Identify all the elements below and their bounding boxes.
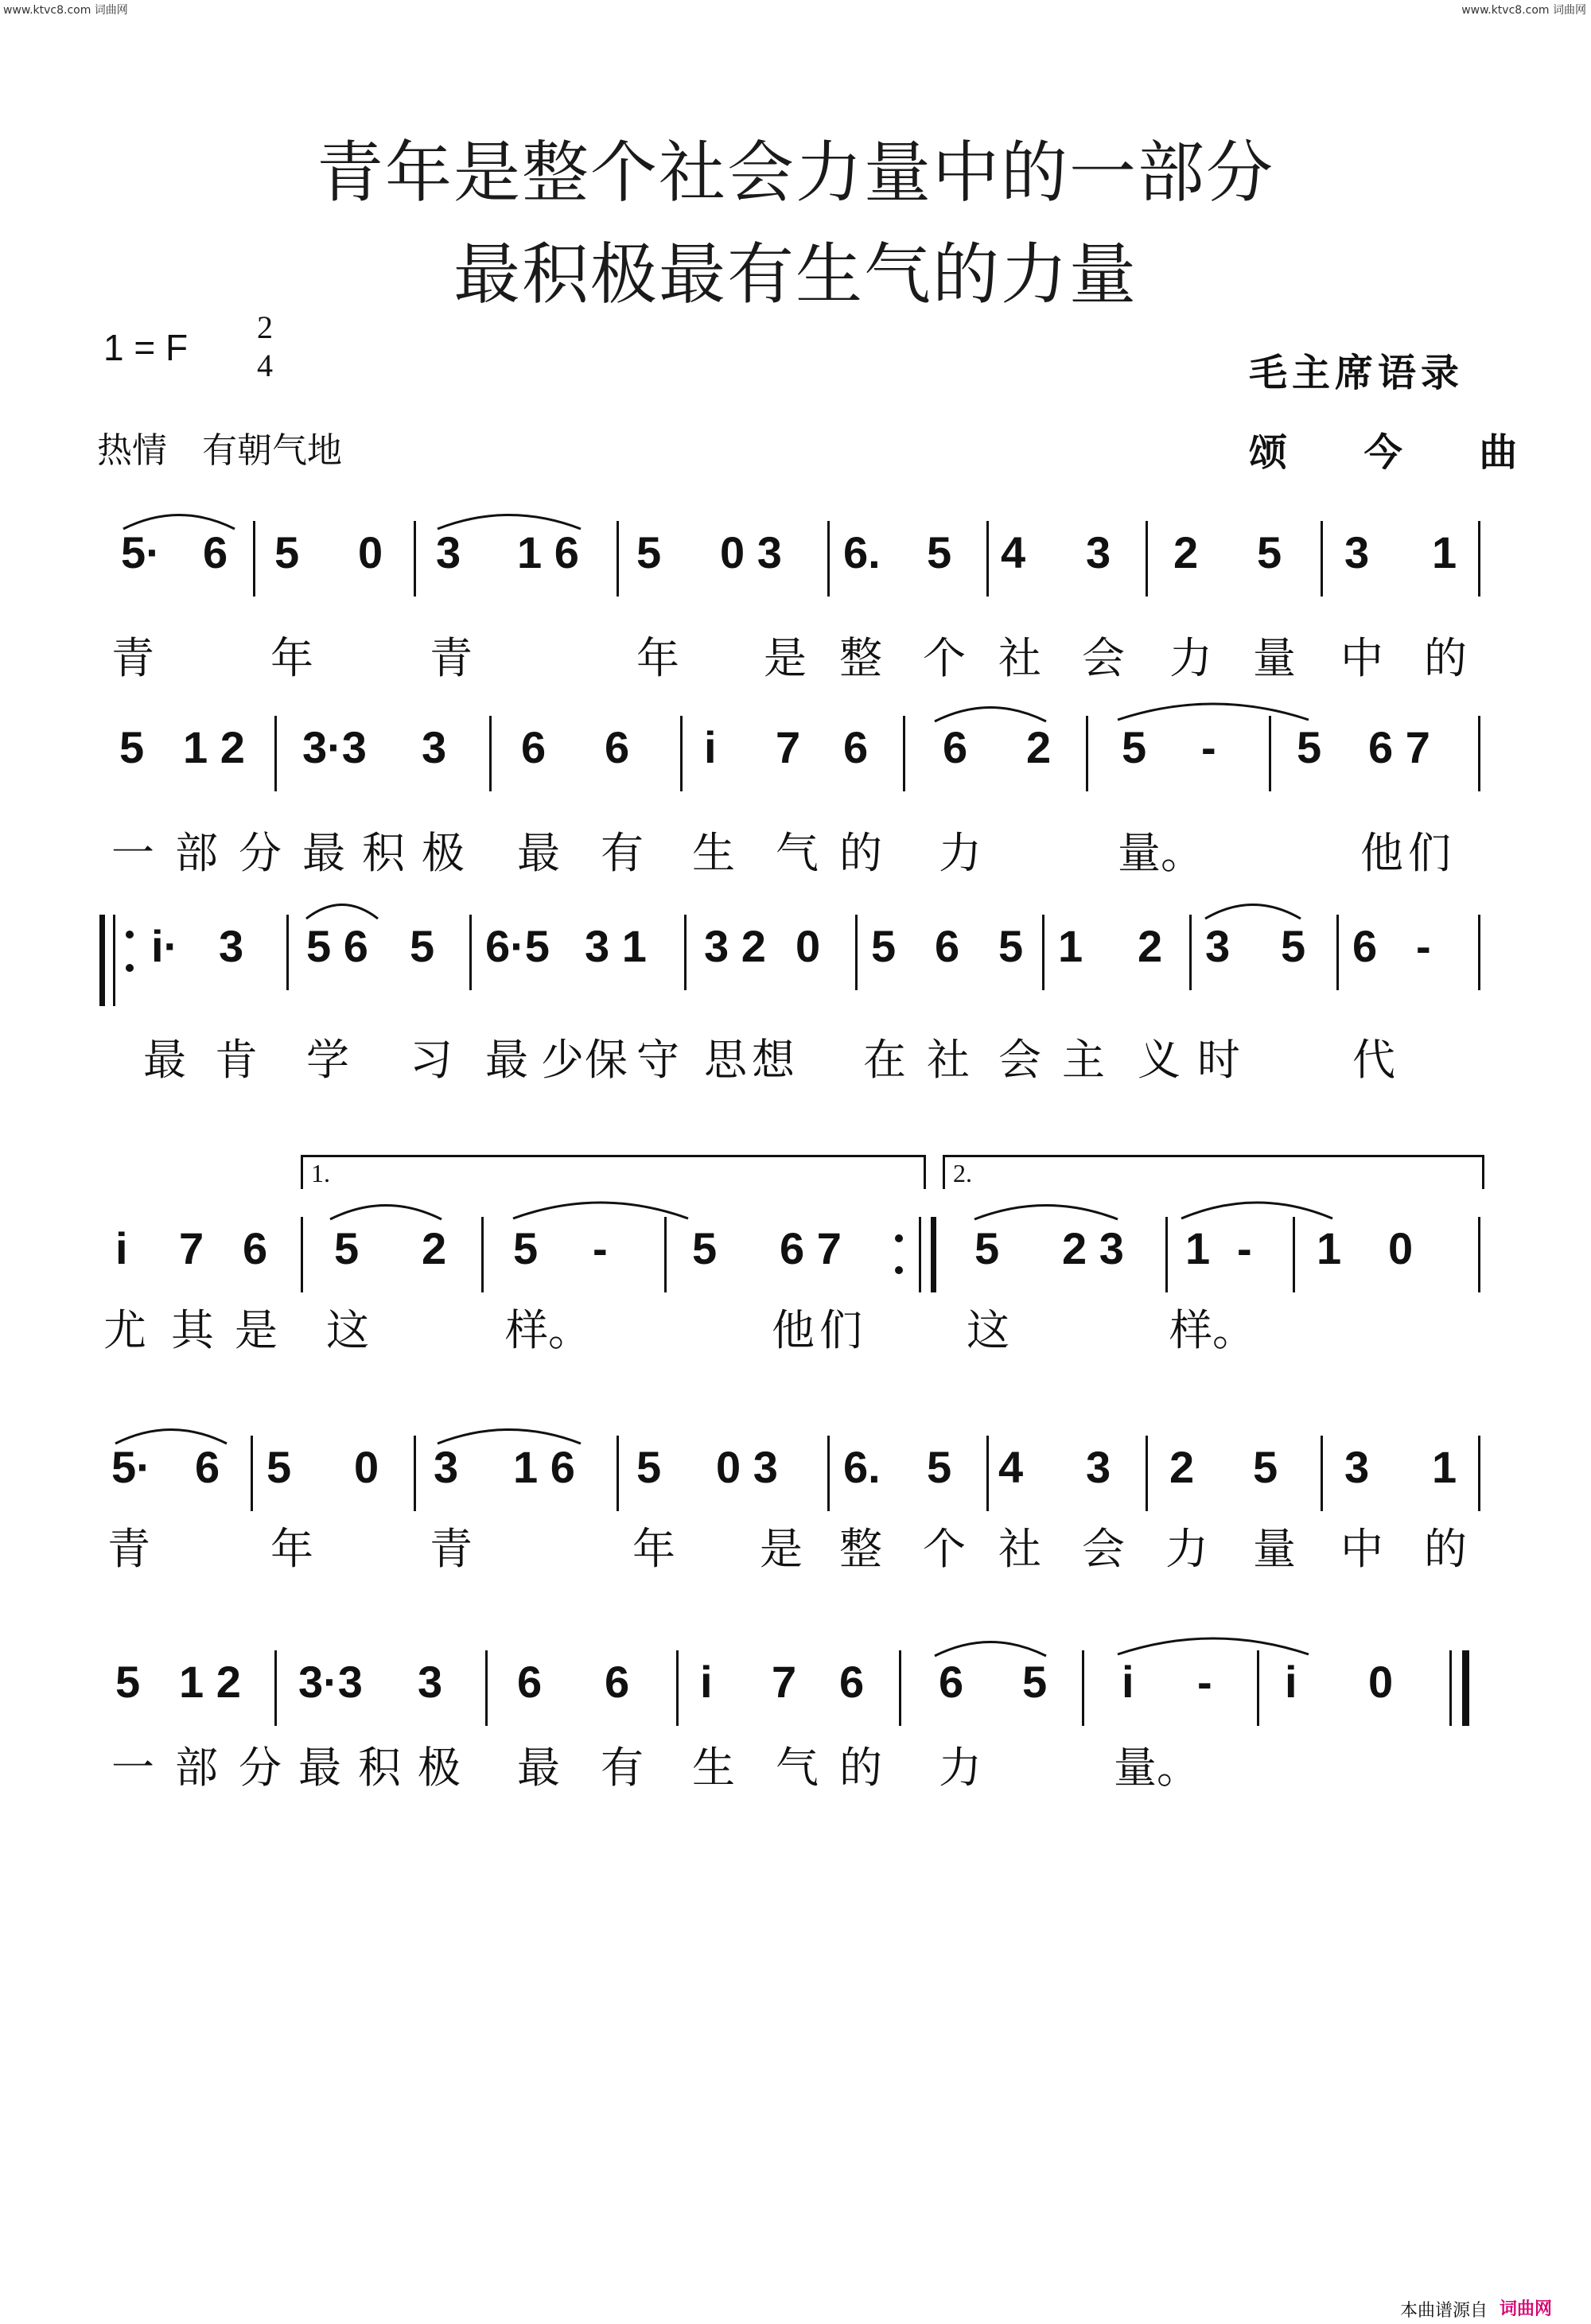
- note: -: [1237, 1223, 1252, 1273]
- lyric-syllable: 青: [430, 1524, 473, 1574]
- bar-line: [1146, 1436, 1148, 1511]
- note: 3: [418, 1657, 443, 1707]
- bar-line: [676, 1650, 679, 1726]
- lyric-syllable: 想: [752, 1035, 795, 1085]
- note: 5·: [121, 527, 161, 577]
- lyric-syllable: 学: [306, 1035, 349, 1085]
- lyric-syllable: 气: [776, 1743, 819, 1793]
- note: 6 7: [780, 1223, 842, 1273]
- slur: [302, 899, 382, 923]
- note: 5: [119, 722, 145, 772]
- note: 5: [636, 527, 662, 577]
- bar-line: [1478, 915, 1480, 990]
- tie: [509, 1195, 692, 1222]
- note: 2: [1173, 527, 1199, 577]
- note: 3: [1086, 527, 1111, 577]
- slur: [434, 509, 585, 533]
- note: 6·5: [485, 921, 550, 971]
- bar-line: [414, 521, 416, 597]
- bar-line: [1293, 1217, 1295, 1292]
- note: 5: [927, 527, 952, 577]
- credit-music: 颂 今 曲: [1249, 430, 1550, 475]
- bar-line: [469, 915, 472, 990]
- lyric-syllable: 会: [1082, 1524, 1125, 1574]
- lyric-syllable: 量: [1253, 1524, 1296, 1574]
- note: 6.: [843, 527, 881, 577]
- note: 6: [935, 921, 960, 971]
- note: 6: [517, 1657, 543, 1707]
- lyric-syllable: 中: [1340, 1524, 1383, 1574]
- bar-line: [481, 1217, 484, 1292]
- note: -: [1201, 722, 1216, 772]
- note: -: [593, 1223, 608, 1273]
- volta-1: 1.: [301, 1155, 926, 1189]
- lyric-syllable: 个: [923, 1524, 966, 1574]
- repeat-bar-thin: [919, 1217, 921, 1292]
- lyric-syllable: 这: [967, 1305, 1009, 1355]
- lyric-syllable: 最: [517, 828, 560, 878]
- slur: [111, 1424, 231, 1448]
- bar-line: [1257, 1650, 1259, 1726]
- note: 4: [1001, 527, 1026, 577]
- note: 1: [1432, 527, 1457, 577]
- final-bar-thin: [1449, 1650, 1452, 1726]
- note: 5: [513, 1223, 539, 1273]
- note: 1: [1317, 1223, 1342, 1273]
- volta-2: 2.: [943, 1155, 1484, 1189]
- lyric-syllable: 的: [1424, 633, 1467, 683]
- note: 2: [422, 1223, 447, 1273]
- note: -: [1197, 1657, 1212, 1707]
- note: 5: [998, 921, 1024, 971]
- note: 2: [1169, 1442, 1195, 1492]
- lyric-syllable: 力: [939, 1743, 982, 1793]
- lyric-syllable: 一: [111, 828, 154, 878]
- note: 1: [1058, 921, 1083, 971]
- note: i·: [151, 921, 179, 971]
- note: 0: [354, 1442, 379, 1492]
- lyric-syllable: 青: [111, 633, 154, 683]
- bar-line: [986, 521, 989, 597]
- lyric-syllable: 代: [1352, 1035, 1395, 1085]
- lyric-syllable: 的: [839, 828, 882, 878]
- note: 3: [1344, 527, 1370, 577]
- bar-line: [1478, 521, 1480, 597]
- slur: [931, 1636, 1050, 1660]
- footer-source-text: 本曲谱源自: [1400, 2301, 1488, 2321]
- note: 3: [1086, 1442, 1111, 1492]
- note: 6: [243, 1223, 268, 1273]
- lyric-syllable: 最: [302, 828, 345, 878]
- lyric-syllable: 有: [601, 828, 644, 878]
- lyric-syllable: 年: [270, 1524, 313, 1574]
- lyric-syllable: 是: [764, 633, 807, 683]
- note: 6.: [843, 1442, 881, 1492]
- tie: [1114, 696, 1313, 724]
- lyric-syllable: 肯: [215, 1035, 258, 1085]
- lyric-syllable: 整: [839, 1524, 882, 1574]
- lyric-syllable: 尤: [103, 1305, 146, 1355]
- lyric-syllable: 气: [776, 828, 819, 878]
- notes-row-4: [0, 1217, 1591, 1288]
- lyric-syllable: 最: [485, 1035, 528, 1085]
- note: i: [700, 1657, 713, 1707]
- note: 5: [410, 921, 435, 971]
- lyric-syllable: 最: [298, 1743, 341, 1793]
- credit-lyrics: 毛主席语录: [1249, 351, 1465, 395]
- slur: [434, 1424, 585, 1448]
- note: 6: [939, 1657, 964, 1707]
- note: 5: [692, 1223, 718, 1273]
- bar-line: [1321, 1436, 1323, 1511]
- note: 5 6: [306, 921, 368, 971]
- repeat-dot: [895, 1266, 903, 1274]
- bar-line: [617, 521, 619, 597]
- lyric-syllable: 是: [235, 1305, 278, 1355]
- lyric-syllable: 青: [430, 633, 473, 683]
- note: 2: [1026, 722, 1052, 772]
- note: 6 7: [1368, 722, 1430, 772]
- lyric-syllable: 他: [1360, 828, 1403, 878]
- note: 6: [605, 722, 630, 772]
- note: 4: [998, 1442, 1024, 1492]
- note: 5: [927, 1442, 952, 1492]
- lyric-syllable: 年: [270, 633, 313, 683]
- note: 5: [266, 1442, 292, 1492]
- note: 3 1: [585, 921, 647, 971]
- lyric-syllable: 力: [1169, 633, 1212, 683]
- lyric-syllable: 时: [1197, 1035, 1240, 1085]
- lyric-syllable: 生: [692, 1743, 735, 1793]
- bar-line: [1146, 521, 1148, 597]
- repeat-bar-thick: [931, 1217, 936, 1292]
- note: 3: [1205, 921, 1231, 971]
- bar-line: [1086, 716, 1088, 791]
- bar-line: [1478, 1217, 1480, 1292]
- note: 6: [521, 722, 547, 772]
- lyric-syllable: 分: [239, 1743, 282, 1793]
- lyric-syllable: 有: [601, 1743, 644, 1793]
- note: i: [1285, 1657, 1297, 1707]
- bar-line: [1321, 521, 1323, 597]
- slur: [1201, 899, 1305, 923]
- tie: [1177, 1195, 1336, 1222]
- note: 1: [1185, 1223, 1211, 1273]
- note: 5: [1297, 722, 1322, 772]
- note: 5: [1253, 1442, 1278, 1492]
- lyric-syllable: 最: [143, 1035, 186, 1085]
- note: 6: [195, 1442, 220, 1492]
- final-bar-thick: [1462, 1650, 1469, 1726]
- lyric-syllable: 少: [541, 1035, 584, 1085]
- bar-line: [1165, 1217, 1168, 1292]
- note: i: [115, 1223, 128, 1273]
- note: i: [1122, 1657, 1134, 1707]
- lyric-syllable: 社: [998, 1524, 1041, 1574]
- notes-row-6: [0, 1650, 1591, 1722]
- note: 6: [943, 722, 968, 772]
- note: 1: [1432, 1442, 1457, 1492]
- meter-top: 2: [257, 309, 273, 345]
- footer-site-logo: 词曲网: [1500, 2299, 1553, 2319]
- note: 0 3: [716, 1442, 778, 1492]
- bar-line: [899, 1650, 901, 1726]
- note: 5: [1257, 527, 1282, 577]
- note: 3: [434, 1442, 459, 1492]
- notes-row-2: [0, 716, 1591, 787]
- note: 0: [358, 527, 383, 577]
- note: 5: [871, 921, 897, 971]
- lyric-syllable: 力: [939, 828, 982, 878]
- tempo-marking: 热情 有朝气地: [97, 430, 342, 471]
- note: 2 3: [1062, 1223, 1124, 1273]
- bar-line: [1082, 1650, 1084, 1726]
- note: 3·3: [302, 722, 367, 772]
- note: 2: [1138, 921, 1163, 971]
- note: -: [1416, 921, 1431, 971]
- note: 1 2: [179, 1657, 241, 1707]
- note: 6: [605, 1657, 630, 1707]
- bar-line: [1478, 1436, 1480, 1511]
- slur: [971, 1199, 1122, 1223]
- lyric-syllable: 的: [1424, 1524, 1467, 1574]
- watermark-right: www.ktvc8.com 词曲网: [1461, 4, 1586, 17]
- lyric-syllable: 最: [517, 1743, 560, 1793]
- meter-bottom: 4: [257, 348, 273, 383]
- title-line-2: 最积极最有生气的力量: [453, 235, 1138, 313]
- bar-line: [986, 1436, 989, 1511]
- lyric-syllable: 样。: [1169, 1305, 1255, 1355]
- bar-line: [827, 1436, 830, 1511]
- slur: [119, 509, 239, 533]
- note: 1 2: [183, 722, 245, 772]
- lyric-syllable: 社: [998, 633, 1041, 683]
- lyric-syllable: 一: [111, 1743, 154, 1793]
- note: 5: [1281, 921, 1306, 971]
- lyric-syllable: 义: [1138, 1035, 1181, 1085]
- note: 3: [1344, 1442, 1370, 1492]
- note: 5: [1122, 722, 1147, 772]
- lyric-syllable: 量。: [1114, 1743, 1200, 1793]
- lyric-syllable: 生: [692, 828, 735, 878]
- lyric-syllable: 极: [418, 1743, 461, 1793]
- note: 3·3: [298, 1657, 363, 1707]
- slur: [931, 701, 1050, 725]
- note: 6: [203, 527, 228, 577]
- note: 5: [274, 527, 300, 577]
- bar-line: [1042, 915, 1044, 990]
- bar-line: [855, 915, 858, 990]
- lyric-syllable: 们: [1408, 828, 1451, 878]
- bar-line: [1269, 716, 1271, 791]
- note: 6: [843, 722, 869, 772]
- lyric-syllable: 在: [863, 1035, 906, 1085]
- notes-row-5: [0, 1436, 1591, 1507]
- notes-row-3: [0, 915, 1591, 986]
- lyric-syllable: 会: [1082, 633, 1125, 683]
- note: 0: [1388, 1223, 1414, 1273]
- note: 5: [1022, 1657, 1048, 1707]
- slur: [326, 1199, 445, 1223]
- note: 0: [796, 921, 821, 971]
- lyric-syllable: 部: [175, 1743, 218, 1793]
- lyric-syllable: 的: [839, 1743, 882, 1793]
- lyric-syllable: 年: [636, 633, 679, 683]
- note: 7: [179, 1223, 204, 1273]
- bar-line: [253, 521, 255, 597]
- note: 0 3: [720, 527, 782, 577]
- note: 7: [776, 722, 801, 772]
- tie: [1114, 1630, 1313, 1658]
- lyric-syllable: 是: [760, 1524, 803, 1574]
- lyric-syllable: 量: [1253, 633, 1296, 683]
- lyric-syllable: 们: [819, 1305, 862, 1355]
- lyric-syllable: 习: [410, 1035, 453, 1085]
- bar-line: [827, 521, 830, 597]
- bar-line: [274, 716, 277, 791]
- note: 1 6: [513, 1442, 575, 1492]
- note: 5: [974, 1223, 1000, 1273]
- lyric-syllable: 社: [927, 1035, 970, 1085]
- lyric-syllable: 其: [171, 1305, 214, 1355]
- note: 5·: [111, 1442, 151, 1492]
- bar-line: [1478, 716, 1480, 791]
- lyric-syllable: 积: [358, 1743, 401, 1793]
- lyric-syllable: 思: [704, 1035, 747, 1085]
- note: 5: [334, 1223, 360, 1273]
- bar-line: [251, 1436, 253, 1511]
- lyric-syllable: 中: [1340, 633, 1383, 683]
- lyric-syllable: 青: [107, 1524, 150, 1574]
- note: 6: [839, 1657, 865, 1707]
- lyric-syllable: 会: [998, 1035, 1041, 1085]
- bar-line: [414, 1436, 416, 1511]
- lyric-syllable: 个: [923, 633, 966, 683]
- lyric-syllable: 部: [175, 828, 218, 878]
- note: 7: [772, 1657, 797, 1707]
- note: 5: [115, 1657, 141, 1707]
- key-signature: 1 = F: [103, 327, 189, 368]
- bar-line: [664, 1217, 667, 1292]
- watermark-left: www.ktvc8.com 词曲网: [3, 4, 128, 17]
- lyric-syllable: 极: [422, 828, 465, 878]
- lyric-syllable: 整: [839, 633, 882, 683]
- title-line-1: 青年是整个社会力量中的一部分: [316, 134, 1274, 212]
- lyric-syllable: 力: [1165, 1524, 1208, 1574]
- bar-line: [274, 1650, 277, 1726]
- lyric-syllable: 样。: [505, 1305, 591, 1355]
- note: 3: [436, 527, 461, 577]
- lyric-syllable: 他: [772, 1305, 815, 1355]
- bar-line: [1336, 915, 1339, 990]
- note: i: [704, 722, 717, 772]
- lyric-syllable: 积: [362, 828, 405, 878]
- bar-line: [286, 915, 289, 990]
- bar-line: [301, 1217, 303, 1292]
- note: 6: [1352, 921, 1378, 971]
- bar-line: [903, 716, 905, 791]
- note: 3: [422, 722, 447, 772]
- lyric-syllable: 这: [326, 1305, 369, 1355]
- bar-line: [485, 1650, 488, 1726]
- bar-line: [617, 1436, 619, 1511]
- bar-line: [680, 716, 683, 791]
- lyric-syllable: 主: [1062, 1035, 1105, 1085]
- lyric-syllable: 分: [239, 828, 282, 878]
- bar-line: [489, 716, 492, 791]
- note: 3: [219, 921, 244, 971]
- lyric-syllable: 年: [632, 1524, 675, 1574]
- lyric-syllable: 保: [585, 1035, 628, 1085]
- repeat-dot: [895, 1234, 903, 1242]
- notes-row-1: [0, 521, 1591, 593]
- note: 3 2: [704, 921, 766, 971]
- note: 0: [1368, 1657, 1394, 1707]
- lyric-syllable: 量。: [1118, 828, 1204, 878]
- bar-line: [684, 915, 687, 990]
- note: 5: [636, 1442, 662, 1492]
- lyric-syllable: 守: [636, 1035, 679, 1085]
- note: 1 6: [517, 527, 579, 577]
- bar-line: [1189, 915, 1192, 990]
